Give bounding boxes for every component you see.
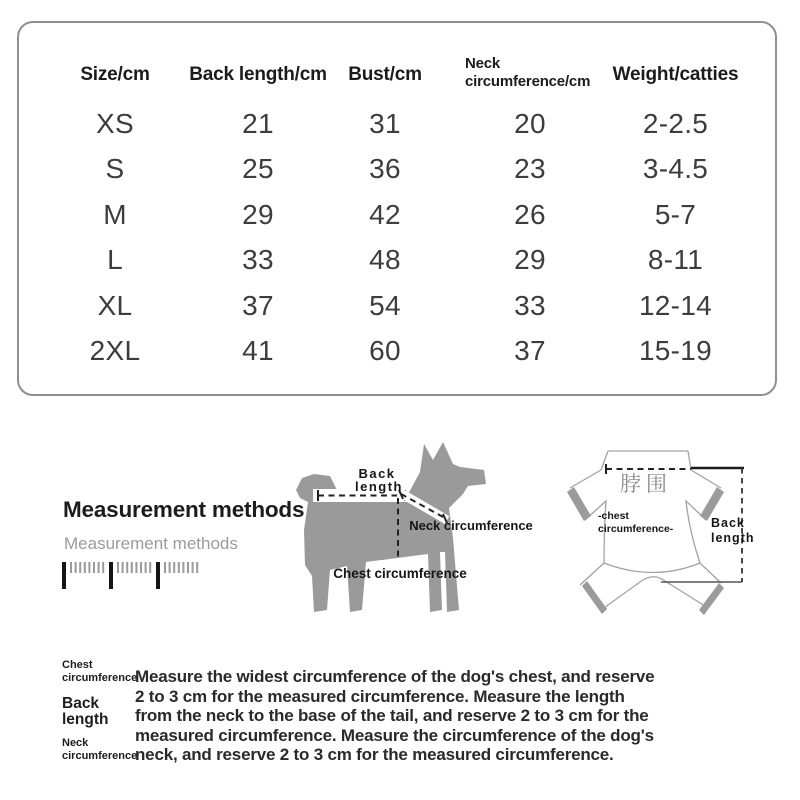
back-length-cell: 33	[242, 244, 274, 276]
weight-cell: 8-11	[647, 244, 704, 276]
label-line: length	[62, 711, 109, 728]
dog-measurement-diagram	[295, 430, 550, 630]
bust-cell: 36	[369, 153, 401, 185]
bust-cell: 54	[369, 289, 401, 321]
neck-cell: 33	[514, 289, 546, 321]
instruction-label-back-length	[62, 696, 109, 728]
garment-cuffs	[567, 487, 724, 615]
garment-back-length-label-line2: length	[711, 531, 755, 545]
measurement-instructions-paragraph	[135, 667, 790, 765]
dog-back-length-label-line1: Back	[358, 466, 396, 481]
col-header-neck-circumference	[465, 49, 590, 90]
weight-cell: 5-7	[654, 198, 697, 230]
instruction-label-neck-circumference	[62, 737, 137, 762]
paragraph-line: neck, and reserve 2 to 3 cm for the measured circumference.	[135, 745, 614, 764]
paragraph-line: from the neck to the base of the tail, and reserve 2 to 3 cm for the	[135, 706, 649, 725]
garment-chest-label-line2: circumference-	[598, 523, 674, 535]
garment-neck-label-cn: 脖围	[620, 472, 672, 496]
bust-cell: 60	[369, 335, 401, 367]
ruler-icon	[60, 561, 210, 591]
garment-measurement-diagram	[558, 435, 800, 625]
dog-neck-circumference-label: Neck circumference	[409, 518, 533, 533]
dog-chest-circumference-label: Chest circumference	[333, 566, 467, 581]
size-cell: 2XL	[89, 335, 141, 367]
size-table	[17, 21, 777, 396]
weight-cell: 3-4.5	[642, 153, 709, 185]
measurement-methods-title: Measurement methods	[63, 497, 305, 522]
paragraph-line: measured circumference. Measure the circumference of the dog's	[135, 725, 654, 745]
col-header-weight: Weight/catties	[612, 64, 739, 85]
dog-back-length-label-line2: length	[355, 479, 403, 494]
size-cell: L	[107, 244, 123, 276]
neck-header-line1: Neck	[465, 55, 501, 73]
label-line: Neck	[62, 737, 89, 749]
back-length-cell: 41	[242, 335, 274, 367]
col-header-size: Size/cm	[80, 64, 150, 85]
weight-cell: 2-2.5	[642, 107, 709, 139]
bust-cell: 42	[369, 198, 401, 230]
size-cell: M	[103, 198, 127, 230]
neck-cell: 37	[514, 335, 546, 367]
weight-cell: 15-19	[638, 335, 713, 367]
back-length-cell: 37	[242, 289, 274, 321]
label-line: circumference	[62, 749, 138, 762]
neck-cell: 23	[514, 153, 546, 185]
neck-cell: 29	[514, 244, 546, 276]
size-cell: XS	[96, 107, 134, 139]
measurement-methods-subtitle: Measurement methods	[64, 534, 238, 553]
garment-chest-label-line1: -chest	[598, 510, 629, 522]
back-length-cell: 25	[242, 153, 274, 185]
label-line: Back	[62, 695, 100, 712]
col-header-bust: Bust/cm	[348, 64, 422, 85]
bust-cell: 31	[369, 107, 401, 139]
paragraph-line: Measure the widest circumference of the dog's chest, and reserve	[135, 667, 655, 686]
bust-cell: 48	[369, 244, 401, 276]
label-line: Chest	[62, 659, 93, 671]
size-cell: S	[105, 153, 125, 185]
neck-header-line2: circumference/cm	[465, 73, 591, 90]
neck-cell: 20	[514, 107, 546, 139]
paragraph-line: 2 to 3 cm for the measured circumference. Measure the length	[135, 686, 625, 706]
instruction-label-chest-circumference	[62, 659, 137, 684]
neck-cell: 26	[514, 198, 546, 230]
weight-cell: 12-14	[638, 289, 713, 321]
garment-back-length-label-line1: Back	[711, 516, 745, 530]
size-cell: XL	[97, 289, 133, 321]
label-line: circumference	[62, 671, 138, 684]
col-header-back-length: Back length/cm	[189, 64, 327, 85]
back-length-cell: 29	[242, 198, 274, 230]
back-length-cell: 21	[242, 107, 274, 139]
